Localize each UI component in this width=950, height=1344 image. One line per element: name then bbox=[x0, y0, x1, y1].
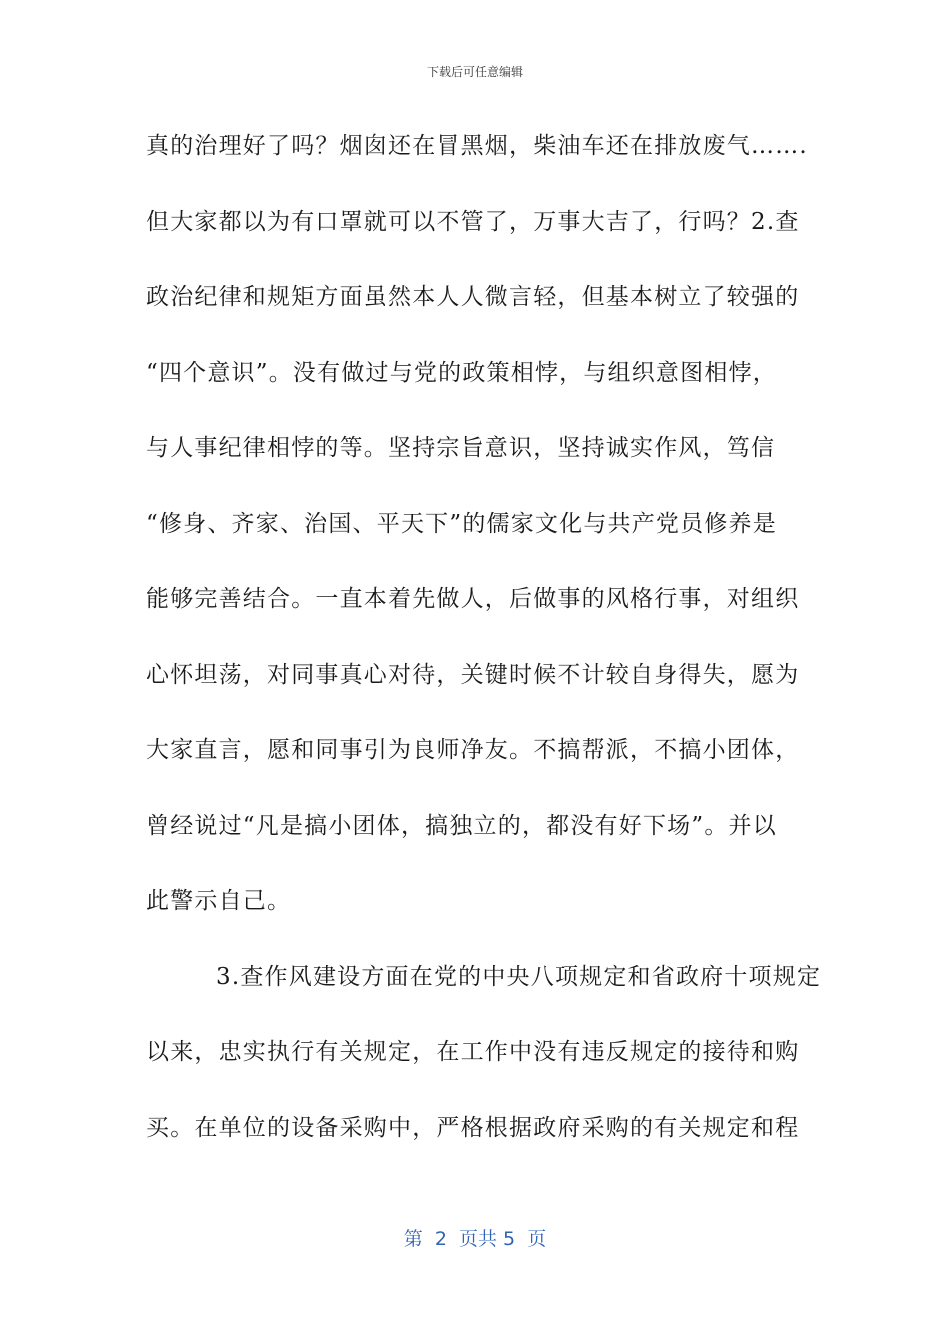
document-body bbox=[146, 126, 822, 1183]
body-line: 心怀坦荡，对同事真心对待，关键时候不计较自身得失，愿为 bbox=[146, 661, 800, 688]
page-number-footer: 第 2 页共 5 页 bbox=[403, 1228, 547, 1250]
page-header: 下载后可任意编辑 bbox=[426, 65, 523, 79]
body-line: 与人事纪律相悖的等。坚持宗旨意识，坚持诚实作风，笃信 bbox=[146, 435, 776, 461]
body-line: 真的治理好了吗？烟囱还在冒黑烟，柴油车还在排放废气……. bbox=[146, 133, 808, 159]
paragraph-start-line: 3.查作风建设方面在党的中央八项规定和省政府十项规定 bbox=[216, 963, 822, 990]
body-line: 大家直言，愿和同事引为良师净友。不搞帮派，不搞小团体， bbox=[146, 737, 800, 763]
body-line: “修身、齐家、治国、平天下”的儒家文化与共产党员修养是 bbox=[146, 510, 777, 537]
body-line: “四个意识”。没有做过与党的政策相悖，与组织意图相悖， bbox=[146, 359, 777, 386]
body-line: 买。在单位的设备采购中，严格根据政府采购的有关规定和程 bbox=[146, 1114, 800, 1141]
body-line: 能够完善结合。一直本着先做人，后做事的风格行事，对组织 bbox=[146, 586, 800, 612]
body-line: 以来，忠实执行有关规定，在工作中没有违反规定的接待和购 bbox=[146, 1039, 800, 1065]
body-line: 但大家都以为有口罩就可以不管了，万事大吉了，行吗？2.查 bbox=[146, 208, 800, 235]
body-line: 曾经说过“凡是搞小团体，搞独立的，都没有好下场”。并以 bbox=[146, 812, 777, 839]
body-line: 此警示自己。 bbox=[146, 888, 292, 914]
body-line: 政治纪律和规矩方面虽然本人人微言轻，但基本树立了较强的 bbox=[146, 284, 800, 310]
